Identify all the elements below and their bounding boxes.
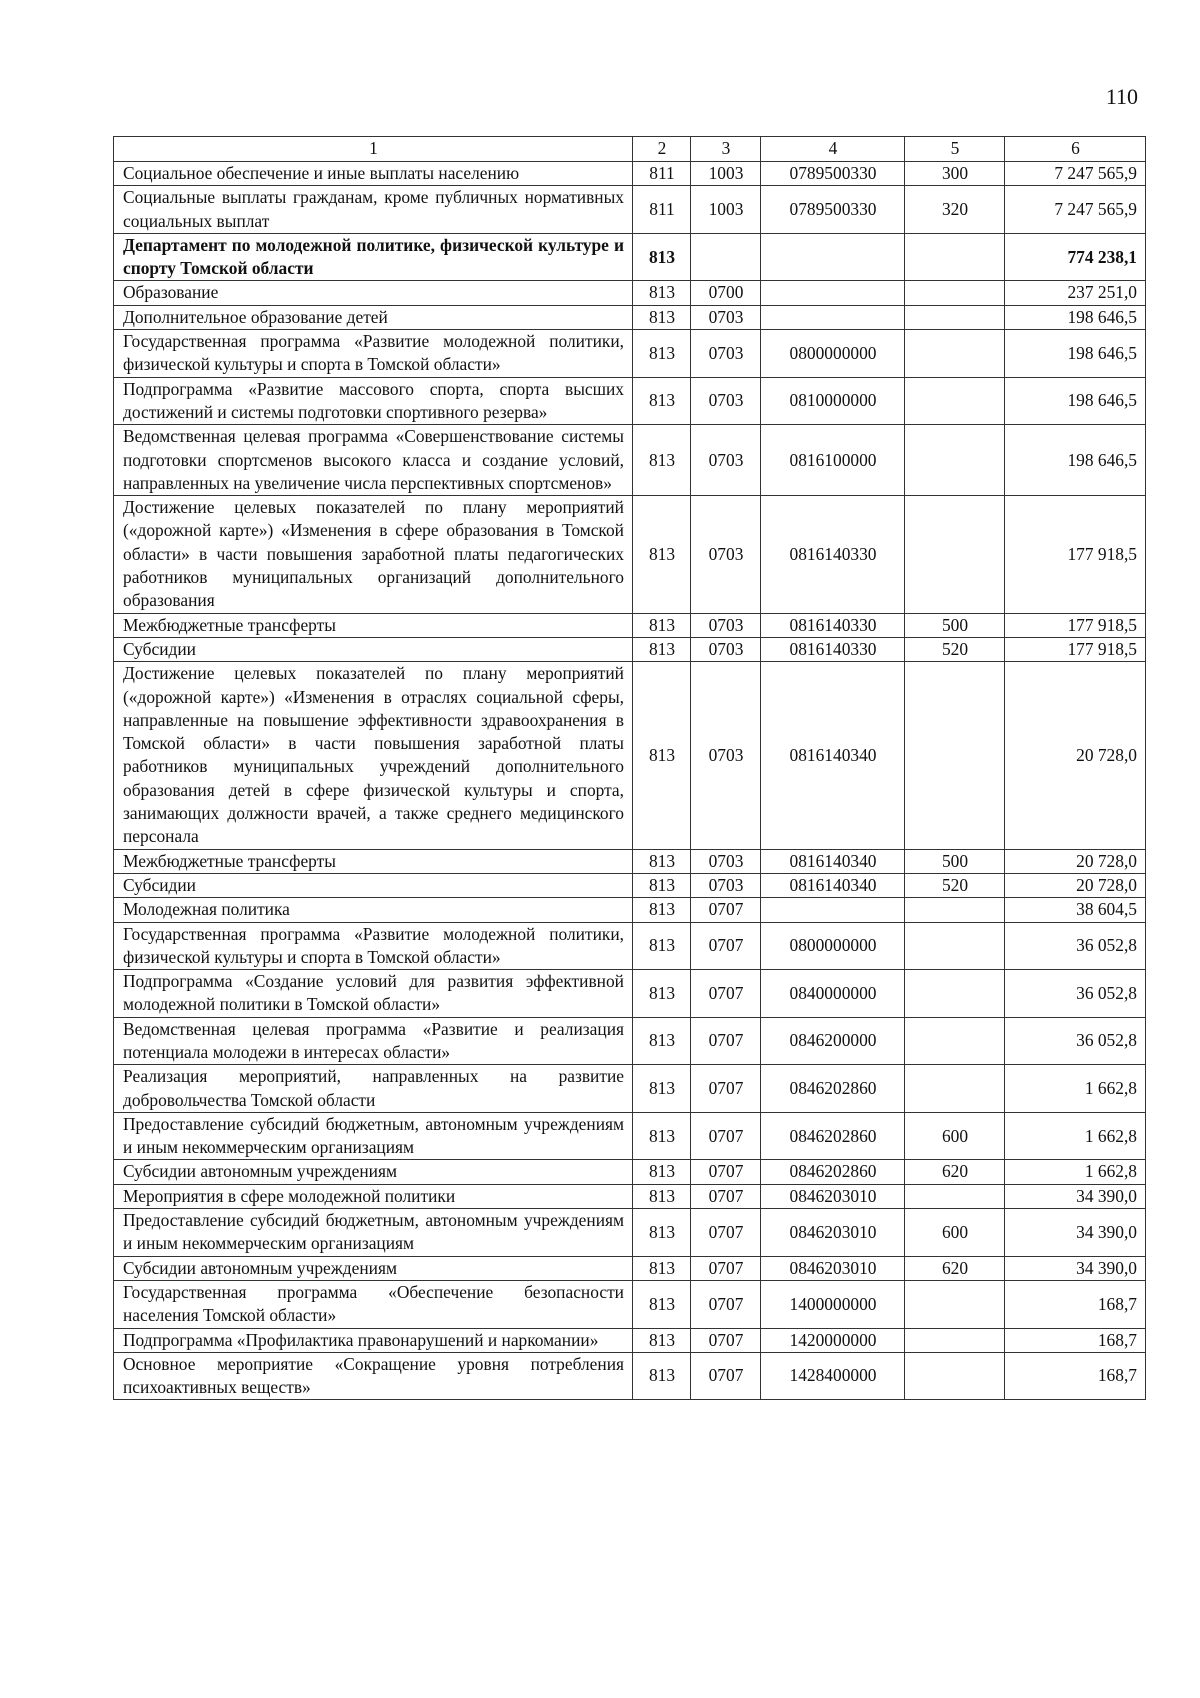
row-amount: 20 728,0: [1005, 849, 1146, 873]
row-code: 813: [633, 1352, 691, 1400]
row-amount: 20 728,0: [1005, 873, 1146, 897]
row-code: 813: [633, 898, 691, 922]
row-name: Ведомственная целевая программа «Совершенствование системы подготовки спортсменов высокого класса и создание условий, направленных на увеличение числа перспективных спортсменов»: [114, 425, 633, 496]
row-section: 0707: [691, 1328, 761, 1352]
table-row: [114, 637, 1146, 661]
row-name: Субсидии: [114, 873, 633, 897]
row-target: [761, 898, 905, 922]
table-row: [114, 922, 1146, 970]
row-kind: [905, 233, 1005, 281]
row-code: 813: [633, 1065, 691, 1113]
row-target: 0846202860: [761, 1112, 905, 1160]
row-section: 0707: [691, 898, 761, 922]
row-amount: 177 918,5: [1005, 496, 1146, 613]
row-code: 813: [633, 1184, 691, 1208]
row-target: 0846203010: [761, 1184, 905, 1208]
table-row: [114, 186, 1146, 234]
row-amount: 198 646,5: [1005, 377, 1146, 425]
row-kind: [905, 1352, 1005, 1400]
row-amount: 177 918,5: [1005, 613, 1146, 637]
row-code: 813: [633, 330, 691, 378]
row-code: 813: [633, 1209, 691, 1257]
row-target: 0810000000: [761, 377, 905, 425]
row-name: Основное мероприятие «Сокращение уровня потребления психоактивных веществ»: [114, 1352, 633, 1400]
row-code: 813: [633, 922, 691, 970]
row-section: 0703: [691, 662, 761, 849]
row-amount: 38 604,5: [1005, 898, 1146, 922]
table-header-row: [114, 137, 1146, 162]
row-kind: 300: [905, 162, 1005, 186]
table-body: [114, 162, 1146, 1400]
row-target: [761, 233, 905, 281]
table-row: [114, 1065, 1146, 1113]
row-name: Социальные выплаты гражданам, кроме публичных нормативных социальных выплат: [114, 186, 633, 234]
row-section: 0703: [691, 330, 761, 378]
row-name: Подпрограмма «Создание условий для развития эффективной молодежной политики в Томской области»: [114, 970, 633, 1018]
column-header: 2: [633, 137, 691, 162]
column-header: 3: [691, 137, 761, 162]
row-name: Подпрограмма «Профилактика правонарушений и наркомании»: [114, 1328, 633, 1352]
row-amount: 774 238,1: [1005, 233, 1146, 281]
table-row: [114, 233, 1146, 281]
row-code: 813: [633, 1160, 691, 1184]
row-target: 1400000000: [761, 1280, 905, 1328]
row-target: 0816140330: [761, 496, 905, 613]
row-code: 813: [633, 637, 691, 661]
row-kind: [905, 970, 1005, 1018]
row-section: 0707: [691, 970, 761, 1018]
row-name: Государственная программа «Развитие молодежной политики, физической культуры и спорта в Томской области»: [114, 922, 633, 970]
row-code: 813: [633, 970, 691, 1018]
row-amount: 7 247 565,9: [1005, 186, 1146, 234]
row-section: 0707: [691, 1112, 761, 1160]
row-amount: 36 052,8: [1005, 922, 1146, 970]
row-name: Мероприятия в сфере молодежной политики: [114, 1184, 633, 1208]
row-code: 813: [633, 377, 691, 425]
table-row: [114, 1352, 1146, 1400]
row-code: 813: [633, 425, 691, 496]
row-kind: [905, 425, 1005, 496]
table-row: [114, 330, 1146, 378]
table-row: [114, 1184, 1146, 1208]
row-amount: 36 052,8: [1005, 970, 1146, 1018]
row-section: [691, 233, 761, 281]
page-number: 110: [1105, 84, 1138, 109]
row-section: 0703: [691, 377, 761, 425]
row-kind: [905, 330, 1005, 378]
row-target: 0846203010: [761, 1256, 905, 1280]
row-target: 1428400000: [761, 1352, 905, 1400]
row-section: 0703: [691, 305, 761, 329]
row-amount: 20 728,0: [1005, 662, 1146, 849]
row-section: 0703: [691, 637, 761, 661]
table-row: [114, 970, 1146, 1018]
row-amount: 168,7: [1005, 1328, 1146, 1352]
row-amount: 168,7: [1005, 1352, 1146, 1400]
row-name: Социальное обеспечение и иные выплаты населению: [114, 162, 633, 186]
row-name: Предоставление субсидий бюджетным, автономным учреждениям и иным некоммерческим организациям: [114, 1112, 633, 1160]
row-kind: 520: [905, 873, 1005, 897]
row-name: Государственная программа «Обеспечение безопасности населения Томской области»: [114, 1280, 633, 1328]
row-name: Департамент по молодежной политике, физической культуре и спорту Томской области: [114, 233, 633, 281]
row-name: Субсидии: [114, 637, 633, 661]
row-name: Межбюджетные трансферты: [114, 849, 633, 873]
row-kind: [905, 281, 1005, 305]
table-row: [114, 1256, 1146, 1280]
row-amount: 198 646,5: [1005, 425, 1146, 496]
row-kind: [905, 1280, 1005, 1328]
row-amount: 34 390,0: [1005, 1256, 1146, 1280]
table-row: [114, 898, 1146, 922]
table-row: [114, 425, 1146, 496]
row-section: 0703: [691, 613, 761, 637]
row-target: 0789500330: [761, 186, 905, 234]
row-kind: [905, 1065, 1005, 1113]
row-name: Ведомственная целевая программа «Развитие и реализация потенциала молодежи в интересах области»: [114, 1017, 633, 1065]
row-target: 0816140340: [761, 662, 905, 849]
row-target: 0800000000: [761, 330, 905, 378]
row-kind: 500: [905, 849, 1005, 873]
row-amount: 34 390,0: [1005, 1184, 1146, 1208]
row-kind: [905, 1328, 1005, 1352]
row-amount: 198 646,5: [1005, 330, 1146, 378]
row-target: 0816100000: [761, 425, 905, 496]
row-section: 1003: [691, 186, 761, 234]
row-name: Субсидии автономным учреждениям: [114, 1256, 633, 1280]
row-kind: 620: [905, 1160, 1005, 1184]
row-target: 0846202860: [761, 1160, 905, 1184]
row-target: 0840000000: [761, 970, 905, 1018]
table-row: [114, 1017, 1146, 1065]
row-kind: 520: [905, 637, 1005, 661]
budget-table: [113, 136, 1146, 1400]
table-row: [114, 305, 1146, 329]
row-kind: 600: [905, 1209, 1005, 1257]
row-kind: [905, 305, 1005, 329]
row-target: 0816140340: [761, 849, 905, 873]
row-section: 1003: [691, 162, 761, 186]
row-name: Образование: [114, 281, 633, 305]
row-name: Достижение целевых показателей по плану мероприятий («дорожной карте») «Изменения в отраслях социальной сферы, направленные на повышение эффективности здравоохранения в Томской области» в части повышения заработной платы работников муниципальных учреждений дополнительного образования детей в сфере физической культуры и спорта, занимающих должности врачей, а также среднего медицинского персонала: [114, 662, 633, 849]
row-target: [761, 281, 905, 305]
row-section: 0703: [691, 425, 761, 496]
row-code: 813: [633, 1017, 691, 1065]
row-target: 0800000000: [761, 922, 905, 970]
table-row: [114, 1160, 1146, 1184]
row-code: 813: [633, 873, 691, 897]
row-kind: [905, 377, 1005, 425]
row-kind: [905, 898, 1005, 922]
row-amount: 36 052,8: [1005, 1017, 1146, 1065]
row-kind: 600: [905, 1112, 1005, 1160]
row-amount: 168,7: [1005, 1280, 1146, 1328]
table-row: [114, 849, 1146, 873]
row-code: 813: [633, 849, 691, 873]
row-section: 0707: [691, 1352, 761, 1400]
row-section: 0707: [691, 1160, 761, 1184]
row-target: 1420000000: [761, 1328, 905, 1352]
row-amount: 7 247 565,9: [1005, 162, 1146, 186]
row-section: 0703: [691, 849, 761, 873]
row-kind: [905, 1184, 1005, 1208]
row-code: 813: [633, 662, 691, 849]
row-amount: 1 662,8: [1005, 1160, 1146, 1184]
table-row: [114, 662, 1146, 849]
row-kind: 500: [905, 613, 1005, 637]
row-target: 0846203010: [761, 1209, 905, 1257]
row-name: Молодежная политика: [114, 898, 633, 922]
row-kind: [905, 662, 1005, 849]
row-target: 0816140330: [761, 613, 905, 637]
row-name: Достижение целевых показателей по плану мероприятий («дорожной карте») «Изменения в сфере образования в Томской области» в части повышения заработной платы педагогических работников муниципальных организаций дополнительного образования: [114, 496, 633, 613]
table-row: [114, 1209, 1146, 1257]
row-section: 0703: [691, 496, 761, 613]
row-name: Межбюджетные трансферты: [114, 613, 633, 637]
table-row: [114, 613, 1146, 637]
row-name: Субсидии автономным учреждениям: [114, 1160, 633, 1184]
row-code: 811: [633, 186, 691, 234]
row-amount: 237 251,0: [1005, 281, 1146, 305]
table-row: [114, 377, 1146, 425]
column-header: 5: [905, 137, 1005, 162]
row-section: 0703: [691, 873, 761, 897]
table-row: [114, 1112, 1146, 1160]
row-section: 0700: [691, 281, 761, 305]
row-section: 0707: [691, 1184, 761, 1208]
row-target: 0816140330: [761, 637, 905, 661]
row-name: Предоставление субсидий бюджетным, автономным учреждениям и иным некоммерческим организациям: [114, 1209, 633, 1257]
row-amount: 34 390,0: [1005, 1209, 1146, 1257]
row-code: 813: [633, 281, 691, 305]
row-code: 813: [633, 496, 691, 613]
table-row: [114, 1280, 1146, 1328]
row-kind: 620: [905, 1256, 1005, 1280]
row-name: Государственная программа «Развитие молодежной политики, физической культуры и спорта в Томской области»: [114, 330, 633, 378]
row-target: 0846202860: [761, 1065, 905, 1113]
row-amount: 1 662,8: [1005, 1112, 1146, 1160]
row-target: [761, 305, 905, 329]
row-amount: 198 646,5: [1005, 305, 1146, 329]
column-header: 4: [761, 137, 905, 162]
row-name: Дополнительное образование детей: [114, 305, 633, 329]
row-section: 0707: [691, 1280, 761, 1328]
row-target: 0816140340: [761, 873, 905, 897]
table-row: [114, 162, 1146, 186]
row-code: 813: [633, 1328, 691, 1352]
table-row: [114, 281, 1146, 305]
row-amount: 1 662,8: [1005, 1065, 1146, 1113]
row-section: 0707: [691, 922, 761, 970]
row-code: 813: [633, 233, 691, 281]
row-section: 0707: [691, 1017, 761, 1065]
row-target: 0846200000: [761, 1017, 905, 1065]
row-kind: 320: [905, 186, 1005, 234]
row-kind: [905, 1017, 1005, 1065]
row-section: 0707: [691, 1065, 761, 1113]
row-section: 0707: [691, 1256, 761, 1280]
row-code: 811: [633, 162, 691, 186]
column-header: 6: [1005, 137, 1146, 162]
table-row: [114, 1328, 1146, 1352]
row-code: 813: [633, 1112, 691, 1160]
row-kind: [905, 496, 1005, 613]
row-code: 813: [633, 1256, 691, 1280]
row-target: 0789500330: [761, 162, 905, 186]
row-code: 813: [633, 305, 691, 329]
row-code: 813: [633, 1280, 691, 1328]
row-code: 813: [633, 613, 691, 637]
table-row: [114, 496, 1146, 613]
row-amount: 177 918,5: [1005, 637, 1146, 661]
column-header: 1: [114, 137, 633, 162]
row-kind: [905, 922, 1005, 970]
table-row: [114, 873, 1146, 897]
row-section: 0707: [691, 1209, 761, 1257]
row-name: Подпрограмма «Развитие массового спорта, спорта высших достижений и системы подготовки спортивного резерва»: [114, 377, 633, 425]
row-name: Реализация мероприятий, направленных на развитие добровольчества Томской области: [114, 1065, 633, 1113]
